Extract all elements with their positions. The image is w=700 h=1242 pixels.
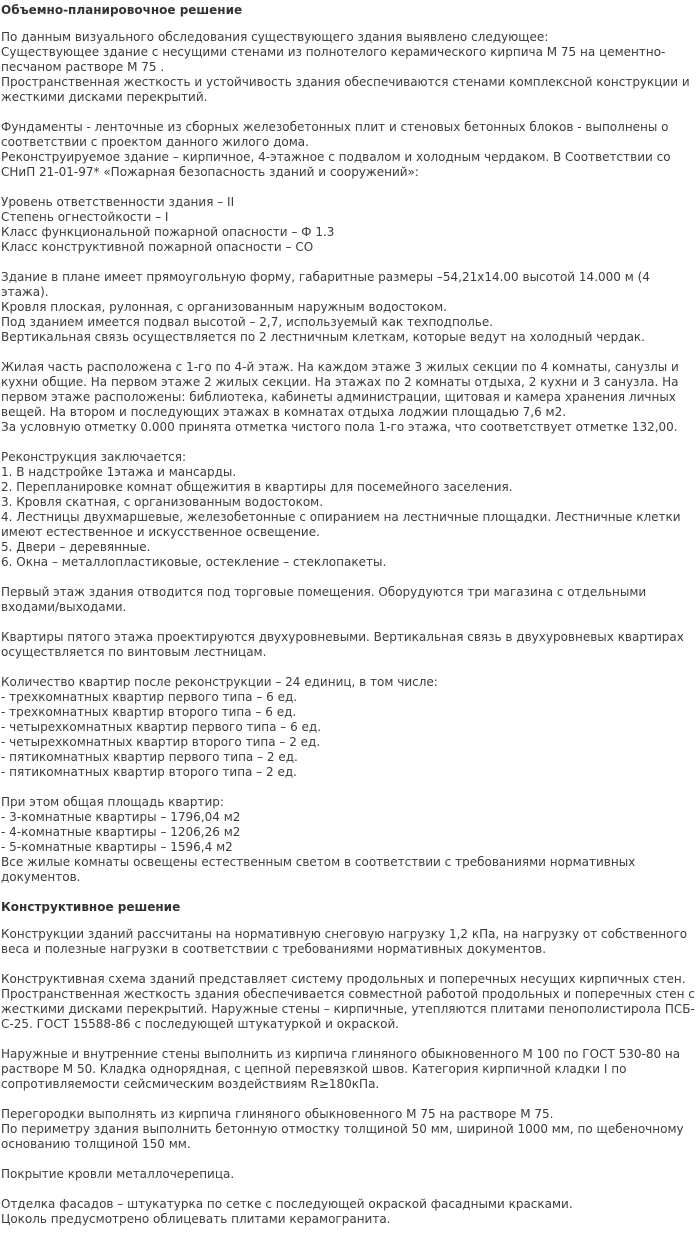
text-line: 2. Перепланировке комнат общежития в квартиры для посемейного заселения.	[1, 480, 513, 494]
text-line: Все жилые комнаты освещены естественным светом в соответствии с требованиями нормативных документов.	[1, 855, 636, 884]
text-line: Реконструкция заключается:	[1, 450, 187, 464]
text-line: Конструктивная схема зданий представляет систему продольных и поперечных несущих кирпичных стен. Пространственная жесткость здания обеспечивается совместной работой продольных и поперечных стен с жесткими дисками перекрытий. Наружные стены – кирпичные, утепляются плитами пенополистирола ПСБ-С-25. ГОСТ 15588-86 с последующей штукатуркой и окраской.	[1, 972, 695, 1031]
paragraph	[1, 195, 698, 255]
text-line: - пятикомнатных квартир второго типа – 2 ед.	[1, 765, 297, 779]
text-line: 5. Двери – деревянные.	[1, 540, 151, 554]
spacer	[1, 780, 698, 795]
section-title: Объемно-планировочное решение	[1, 3, 243, 17]
text-line: Покрытие кровли металлочерепица.	[1, 1167, 235, 1181]
text-line: Цоколь предусмотрено облицевать плитами керамогранита.	[1, 1212, 391, 1226]
text-line: - 3-комнатные квартиры – 1796,04 м2	[1, 810, 241, 824]
spacer	[1, 885, 698, 900]
text-line: - четырехкомнатных квартир первого типа – 6 ед.	[1, 720, 322, 734]
spacer	[1, 1092, 698, 1107]
paragraph	[1, 585, 698, 615]
paragraph	[1, 795, 698, 885]
text-line: За условную отметку 0.000 принята отметка чистого пола 1-го этажа, что соответствует отметке 132,00.	[1, 420, 678, 434]
text-line: Пространственная жесткость и устойчивость здания обеспечиваются стенами комплексной конструкции и жесткими дисками перекрытий.	[1, 75, 690, 104]
spacer	[1, 957, 698, 972]
text-line: По периметру здания выполнить бетонную отмостку толщиной 50 мм, шириной 1000 мм, по щебеночному основанию толщиной 150 мм.	[1, 1122, 684, 1151]
text-line: Степень огнестойкости – I	[1, 210, 169, 224]
text-line: Перегородки выполнять из кирпича глиняного обыкновенного М 75 на растворе М 75.	[1, 1107, 554, 1121]
text-line: Квартиры пятого этажа проектируются двухуровневыми. Вертикальная связь в двухуровневых квартирах осуществляется по винтовым лестницам.	[1, 630, 684, 659]
text-line: Реконструируемое здание – кирпичное, 4-этажное с подвалом и холодным чердаком. В Соответствии со СНиП 21-01-97* «Пожарная безопасность зданий и сооружений»:	[1, 150, 671, 179]
spacer	[1, 180, 698, 195]
paragraph	[1, 1107, 698, 1152]
text-line: Существующее здание с несущими стенами из полнотелого керамического кирпича М 75 на цементно-песчаном растворе М 75 .	[1, 45, 666, 74]
text-line: Количество квартир после реконструкции – 24 единиц, в том числе:	[1, 675, 438, 689]
text-line: Конструкции зданий рассчитаны на нормативную снеговую нагрузку 1,2 кПа, на нагрузку от собственного веса и полезные нагрузки в соответствии с требованиями нормативных документов.	[1, 927, 688, 956]
text-line: По данным визуального обследования существующего здания выявлено следующее:	[1, 30, 549, 44]
text-line: 6. Окна – металлопластиковые, остекление – стеклопакеты.	[1, 555, 387, 569]
paragraph	[1, 360, 698, 435]
spacer	[1, 660, 698, 675]
spacer	[1, 1227, 698, 1242]
text-line: Кровля плоская, рулонная, с организованным наружным водостоком.	[1, 300, 447, 314]
spacer	[1, 570, 698, 585]
text-line: Фундаменты - ленточные из сборных железобетонных плит и стеновых бетонных блоков - выполнены о соответствии с проектом данного жилого дома.	[1, 120, 669, 149]
text-line: Класс функциональной пожарной опасности – Ф 1.3	[1, 225, 335, 239]
text-line: Отделка фасадов – штукатурка по сетке с последующей окраской фасадными красками.	[1, 1197, 573, 1211]
text-line: Здание в плане имеет прямоугольную форму, габаритные размеры –54,21х14.00 высотой 14.000 м (4 этажа).	[1, 270, 650, 299]
paragraph	[1, 30, 698, 105]
spacer	[1, 615, 698, 630]
spacer	[1, 1152, 698, 1167]
text-line: Жилая часть расположена с 1-го по 4-й этаж. На каждом этаже 3 жилых секции по 4 комнаты, санузлы и кухни общие. На первом этаже 2 жилых секции. На этажах по 2 комнаты отдыха, 2 кухни и 3 санузла. На первом этаже расположены: библиотека, кабинеты администрации, щитовая и камера хранения личных вещей. На втором и последующих этажах в комнатах отдыха лоджии площадью 7,6 м2.	[1, 360, 679, 419]
text-line: Класс конструктивной пожарной опасности – СО	[1, 240, 314, 254]
text-line: - четырехкомнатных квартир второго типа – 2 ед.	[1, 735, 321, 749]
spacer	[1, 255, 698, 270]
text-line: 1. В надстройке 1этажа и мансарды.	[1, 465, 237, 479]
spacer	[1, 435, 698, 450]
text-line: 3. Кровля скатная, с организованным водостоком.	[1, 495, 324, 509]
text-line: Вертикальная связь осуществляется по 2 лестничным клеткам, которые ведут на холодный чердак.	[1, 330, 645, 344]
text-line: - пятикомнатных квартир первого типа – 2 ед.	[1, 750, 298, 764]
spacer	[1, 915, 698, 927]
paragraph	[1, 1197, 698, 1227]
text-line: Наружные и внутренние стены выполнить из кирпича глиняного обыкновенного М 100 по ГОСТ 530-80 на растворе М 50. Кладка однорядная, с цепной перевязкой швов. Категория кирпичной кладки I по сопротивляемости сейсмическим воздействиям R≥180кПа.	[1, 1047, 681, 1091]
text-line: Первый этаж здания отводится под торговые помещения. Оборудуются три магазина с отдельными входами/выходами.	[1, 585, 647, 614]
spacer	[1, 1182, 698, 1197]
spacer	[1, 105, 698, 120]
paragraph	[1, 675, 698, 780]
paragraph	[1, 120, 698, 180]
paragraph	[1, 1167, 698, 1182]
text-line: Под зданием имеется подвал высотой – 2,7, используемый как техподполье.	[1, 315, 494, 329]
spacer	[1, 345, 698, 360]
text-line: - 4-комнатные квартиры – 1206,26 м2	[1, 825, 241, 839]
paragraph	[1, 270, 698, 345]
paragraph	[1, 927, 698, 957]
text-line: - 5-комнатные квартиры – 1596,4 м2	[1, 840, 233, 854]
spacer	[1, 18, 698, 30]
spacer	[1, 1032, 698, 1047]
paragraph	[1, 1047, 698, 1092]
section-title: Конструктивное решение	[1, 900, 181, 914]
text-line: - трехкомнатных квартир второго типа – 6 ед.	[1, 705, 297, 719]
paragraph	[1, 972, 698, 1032]
text-line: Уровень ответственности здания – II	[1, 195, 235, 209]
text-line: 4. Лестницы двухмаршевые, железобетонные с опиранием на лестничные площадки. Лестничные клетки имеют естественное и искусственное освещение.	[1, 510, 681, 539]
paragraph	[1, 450, 698, 570]
text-line: - трехкомнатных квартир первого типа – 6 ед.	[1, 690, 298, 704]
text-line: При этом общая площадь квартир:	[1, 795, 224, 809]
paragraph	[1, 630, 698, 660]
